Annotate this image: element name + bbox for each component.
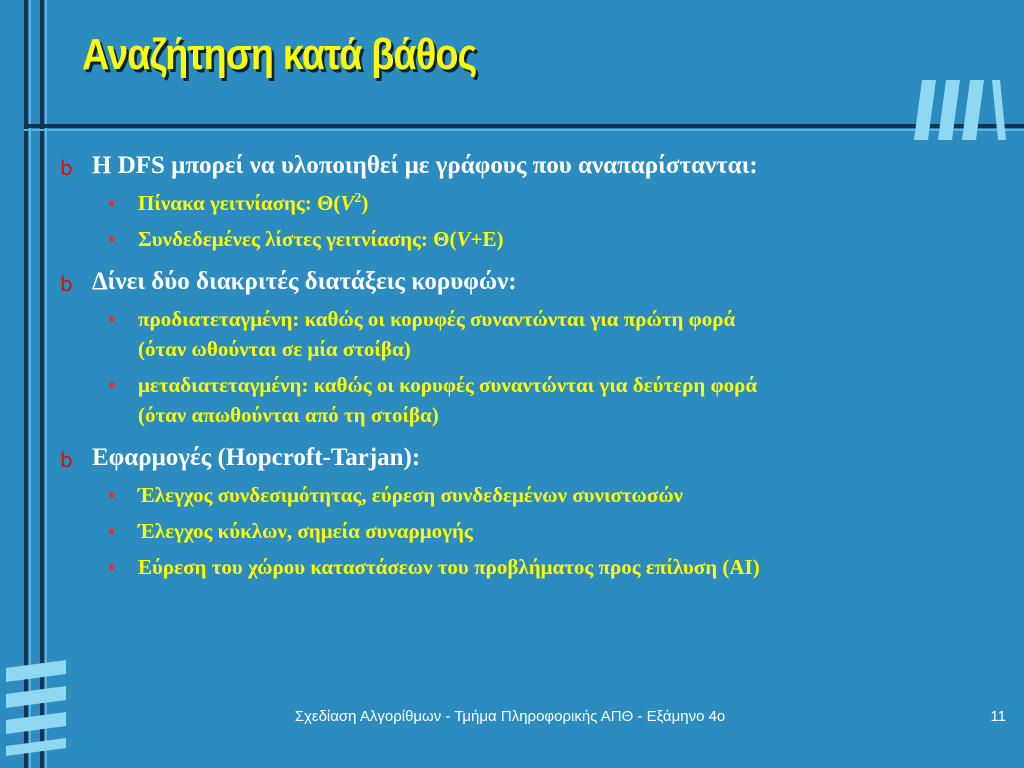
sub-bullet-postorder: • μεταδιατεταγμένη: καθώς οι κορυφές συναντώνται για δεύτερη φορά (όταν απωθούνται από τη στοίβα): [60, 370, 1000, 430]
slide-title: Αναζήτηση κατά βάθος: [82, 30, 477, 79]
sub-bullet-marker-icon: •: [108, 555, 116, 579]
sub-bullet-adjacency-lists: • Συνδεδεμένες λίστες γειτνίασης: Θ(V+E): [60, 224, 1000, 254]
sub-bullet-marker-icon: •: [108, 483, 116, 507]
decorative-stripes-icon: [912, 80, 1008, 142]
sub-bullet-marker-icon: •: [108, 373, 116, 397]
frame-line: [24, 0, 28, 768]
sub-bullet-marker-icon: •: [108, 307, 116, 331]
bullet-dfs-representations: b Η DFS μπορεί να υλοποιηθεί με γράφους που αναπαρίστανται:: [60, 150, 1000, 182]
title-divider: [24, 124, 1024, 128]
bullet-marker-icon: b: [60, 448, 73, 472]
bullet-marker-icon: b: [60, 272, 73, 296]
slide-content: [60, 150, 1000, 582]
frame-line: [45, 0, 47, 768]
sub-bullet-cycles: • Έλεγχος κύκλων, σημεία συναρμογής: [60, 516, 1000, 546]
sub-bullet-state-space: • Εύρεση του χώρου καταστάσεων του προβλήματος προς επίλυση (AI): [60, 552, 1000, 582]
bullet-marker-icon: b: [60, 156, 73, 180]
page-number: 11: [990, 708, 1006, 725]
sub-bullet-marker-icon: •: [108, 191, 116, 215]
sub-bullet-connectivity: • Έλεγχος συνδεσιμότητας, εύρεση συνδεδεμένων συνιστωσών: [60, 480, 1000, 510]
slide-footer: Σχεδίαση Αλγορίθμων - Τμήμα Πληροφορικής ΑΠΘ - Εξάμηνο 4ο: [294, 708, 726, 725]
decorative-stripes-icon: [6, 660, 76, 760]
sub-bullet-marker-icon: •: [108, 227, 116, 251]
frame-line: [40, 0, 44, 768]
bullet-vertex-orderings: b Δίνει δύο διακριτές διατάξεις κορυφών:: [60, 266, 1000, 298]
title-divider: [24, 129, 1024, 131]
bullet-applications: b Εφαρμογές (Hopcroft-Tarjan):: [60, 442, 1000, 474]
sub-bullet-marker-icon: •: [108, 519, 116, 543]
frame-line: [29, 0, 31, 768]
sub-bullet-preorder: • προδιατεταγμένη: καθώς οι κορυφές συναντώνται για πρώτη φορά (όταν ωθούνται σε μία στοίβα): [60, 304, 1000, 364]
sub-bullet-adjacency-matrix: • Πίνακα γειτνίασης: $\Theta(V^2)$: [60, 188, 1000, 218]
